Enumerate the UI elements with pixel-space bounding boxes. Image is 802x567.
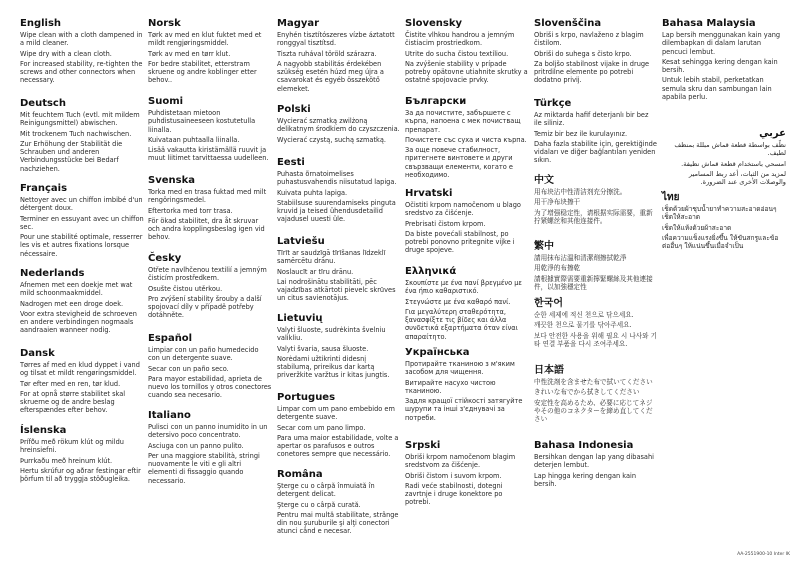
instruction-text: Očistiti krpom namočenom u blago sredstvo za čišćenje. xyxy=(405,201,521,218)
language-heading: English xyxy=(20,18,62,29)
instruction-text: За още повече стабилност, притегнете винтовете и други свързващи елементи, когато е необходимо. xyxy=(405,146,513,180)
instruction-text: Voor extra stevigheid de schroeven en andere verbindingen nogmaals aandraaien wanneer nodig. xyxy=(20,309,137,335)
language-section xyxy=(662,128,786,188)
instruction-text: For bedre stabilitet, etterstram skruene og andre koblinger etter behov.. xyxy=(148,59,257,85)
language-heading: Lietuvių xyxy=(277,313,323,324)
instruction-text: เพื่อความแข็งแรงยิ่งขึ้น ให้ขันสกรูและข้อต่ออื่นๆ ให้แน่นขึ้นเมื่อจำเป็น xyxy=(662,233,779,251)
instruction-text: 用布块沾中性清洁剂充分擦洗。 xyxy=(534,188,627,196)
instruction-text: Tørres af med en klud dyppet i vand og tilsat et mildt rengøringsmiddel. xyxy=(20,361,140,378)
instruction-text: Şterge cu o cârpă înmuiată în detergent delicat. xyxy=(277,482,375,499)
instruction-text: Enyhén tisztítószeres vízbe áztatott ronggyal tisztítsd. xyxy=(277,31,395,48)
instruction-text: Osušte čistou utěrkou. xyxy=(148,284,223,293)
instruction-text: Þrífðu með rökum klút og mildu hreinsiefni. xyxy=(20,438,124,455)
language-section xyxy=(20,98,144,175)
instruction-text: Čistite vlhkou handrou a jemným čistiacim prostriedkom. xyxy=(405,31,515,48)
instruction-text: Lisää vakautta kiristämällä ruuvit ja muut liitimet tarvittaessa uudelleen. xyxy=(148,146,269,163)
instruction-text: 中性洗剤を含ませた布で拭いてください xyxy=(534,378,653,386)
instruction-text: きれいな布でから拭きしてください xyxy=(534,388,640,397)
language-heading: Portugues xyxy=(277,392,336,403)
instruction-text: Stabiilsuse suurendamiseks pinguta kruvid ja teised ühendusdetailid vajadusel uuesti üle. xyxy=(277,198,396,224)
language-heading: Español xyxy=(148,333,193,344)
instruction-text: لمزيد من الثبات، أعد ربط المسامير والوصلات الأخرى عند الضرورة. xyxy=(688,169,786,187)
instruction-text: Afnemen met een doekje met wat mild schoonmaakmiddel. xyxy=(20,281,133,298)
language-heading: Slovenščina xyxy=(534,18,602,29)
instruction-text: Prebrisati čistom krpom. xyxy=(405,219,486,228)
language-section xyxy=(534,440,658,490)
instruction-text: Obriši do suhega s čisto krpo. xyxy=(534,49,632,58)
instruction-text: 순한 세제에 적신 천으로 닦으세요. xyxy=(534,311,634,319)
instruction-text: 請用抹布沾溫和清潔劑擦拭乾淨 xyxy=(534,254,627,262)
language-section xyxy=(20,348,144,417)
instruction-text: Eftertorka med torr trasa. xyxy=(148,206,233,215)
language-heading: Bahasa Indonesia xyxy=(534,440,634,451)
language-heading: 繁中 xyxy=(534,241,554,252)
language-heading: Česky xyxy=(148,253,182,264)
language-section xyxy=(534,241,658,293)
language-heading: Deutsch xyxy=(20,98,66,109)
language-section xyxy=(405,440,529,509)
instruction-text: Tør efter med en ren, tør klud. xyxy=(20,379,121,388)
language-heading: Suomi xyxy=(148,96,184,107)
instruction-text: Para uma maior estabilidade, volte a apertar os parafusos e outros conetores sempre que necessário. xyxy=(277,433,399,459)
language-section xyxy=(148,18,272,87)
instruction-text: Limpar com um pano embebido em detergente suave. xyxy=(277,405,395,422)
instruction-text: Za boljšo stabilnost vijake in druge pritrdilne elemente po potrebi dodatno privij. xyxy=(534,59,650,85)
language-section xyxy=(405,18,529,87)
instruction-text: Wipe dry with a clean cloth. xyxy=(20,49,112,58)
instruction-text: For increased stability, re-tighten the screws and other connectors when necessary. xyxy=(20,59,143,85)
document-code: AA-2551900-10 Inter IK xyxy=(737,552,790,557)
instruction-text: Asciuga con un panno pulito. xyxy=(148,441,244,450)
language-heading: Slovensky xyxy=(405,18,463,29)
language-heading: 日本語 xyxy=(534,365,564,376)
instruction-text: Per una maggiore stabilità, stringi nuovamente le viti e gli altri elementi di fissaggio quando necessario. xyxy=(148,451,260,485)
instruction-text: Почистете със суха и чиста кърпа. xyxy=(405,135,527,144)
instruction-text: Temiz bir bez ile kurulayınız. xyxy=(534,129,628,138)
language-section xyxy=(405,188,529,257)
instruction-text: Задля кращої стійкості затягуйте шурупи та інші з'єднувачі за потреби. xyxy=(405,397,523,422)
language-heading: عربي xyxy=(759,128,786,139)
instruction-text: A nagyobb stabilitás érdekében szükség esetén húzd meg újra a csavarokat és egyéb összekötő elemeket. xyxy=(277,59,384,93)
instruction-text: Wipe clean with a cloth dampened in a mild cleaner. xyxy=(20,31,143,48)
language-section xyxy=(662,18,786,103)
instruction-text: Витирайте насухо чистою тканиною. xyxy=(405,378,496,395)
instruction-text: Puhdistetaan mietoon puhdistusaineeseen kostutetulla liinalla. xyxy=(148,109,256,134)
language-heading: 한국어 xyxy=(534,298,563,309)
language-section xyxy=(662,192,786,252)
instruction-text: Da biste povećali stabilnost, po potrebi ponovno pritegnite vijke i druge spojeve. xyxy=(405,229,515,255)
instruction-text: Tīrīt ar saudzīgā tīrīšanas līdzeklī samērcētu drānu. xyxy=(277,249,386,266)
instruction-text: Torka med en trasa fuktad med milt rengöringsmedel. xyxy=(148,188,267,205)
instruction-text: Hertu skrúfur og aðrar festingar eftir þörfum til að tryggja stöðugleika. xyxy=(20,466,141,484)
instruction-text: För ökad stabilitet, dra åt skruvar och andra kopplingsbeslag igen vid behov. xyxy=(148,216,265,242)
instruction-text: امسحي باستخدام قطعة قماش نظيفة. xyxy=(681,159,786,168)
instruction-text: Az miktarda hafif deterjanlı bir bez ile siliniz. xyxy=(534,111,649,128)
instruction-text: Obriši s krpo, navlaženo z blagim čistilom. xyxy=(534,31,644,48)
language-heading: Ελληνικά xyxy=(405,266,457,277)
instruction-text: Nadrogen met een droge doek. xyxy=(20,299,124,308)
language-heading: Türkçe xyxy=(534,98,572,109)
instruction-text: 보다 안전한 사용을 위해 필요 시 나사와 기타 연결 부품을 다시 조여주세요. xyxy=(534,331,657,348)
language-heading: Bahasa Malaysia xyxy=(662,18,756,29)
language-section xyxy=(534,175,658,227)
language-section xyxy=(534,18,658,87)
language-heading: Latviešu xyxy=(277,236,325,247)
instruction-text: Utrite do sucha čistou textíliou. xyxy=(405,49,509,58)
instruction-text: Para mayor estabilidad, aprieta de nuevo los tornillos y otros conectores cuando sea necesario. xyxy=(148,374,272,400)
language-heading: Româna xyxy=(277,469,323,480)
instruction-text: Lap hingga kering dengan kain bersih. xyxy=(534,471,637,488)
instruction-text: Στεγνώστε με ένα καθαρό πανί. xyxy=(405,297,511,306)
language-section xyxy=(277,104,401,146)
language-heading: 中文 xyxy=(534,175,554,186)
instruction-text: For at opnå større stabilitet skal skruerne og de andre beslag efterspændes efter behov. xyxy=(20,389,126,415)
instruction-text: Pour une stabilité optimale, resserrer les vis et autres fixations lorsque nécessaire. xyxy=(20,233,143,258)
instruction-text: Wycierać szmatką zwilżoną delikatnym środkiem do czyszczenia. xyxy=(277,117,400,134)
language-section xyxy=(277,469,401,538)
language-heading: Svenska xyxy=(148,175,195,186)
language-heading: Українська xyxy=(405,347,470,358)
instruction-text: 用干净布块擦干 xyxy=(534,198,581,207)
instruction-text: Terminer en essuyant avec un chiffon sec. xyxy=(20,214,144,231)
instruction-text: Tørk av med en klut fuktet med et mildt rengjøringsmiddel. xyxy=(148,31,262,48)
instruction-text: Limpiar con un paño humedecido con un detergente suave. xyxy=(148,346,259,363)
instruction-text: Norėdami užtikrinti didesnį stabilumą, prireikus dar kartą priveržkite varžtus ir kitas jungtis. xyxy=(277,354,390,380)
language-section xyxy=(277,313,401,382)
language-heading: Eesti xyxy=(277,157,305,168)
language-heading: Norsk xyxy=(148,18,181,29)
instruction-text: Otřete navlhčenou textilií a jemným čisticím prostředkem. xyxy=(148,266,267,283)
language-heading: Magyar xyxy=(277,18,320,29)
language-section xyxy=(20,425,144,485)
instruction-text: Bersihkan dengan lap yang dibasahi deterjen lembut. xyxy=(534,453,654,470)
instruction-text: Mit trockenem Tuch nachwischen. xyxy=(20,129,132,138)
instruction-text: Puhasta õrnatoimelises puhastusvahendis niisutatud lapiga. xyxy=(277,170,397,187)
language-heading: Hrvatski xyxy=(405,188,453,199)
language-heading: Polski xyxy=(277,104,311,115)
instruction-text: Wycierać czystą, suchą szmatką. xyxy=(277,135,386,144)
instruction-text: 为了增强稳定性，请根据实际需要，重新拧紧螺丝和其他连接件。 xyxy=(534,208,653,225)
instruction-text: Valyti šluoste, sudrėkinta švelniu valikliu. xyxy=(277,326,386,343)
instruction-text: Þurrkaðu með hreinum klút. xyxy=(20,456,113,465)
instruction-text: Secar com um pano limpo. xyxy=(277,423,366,432)
instruction-text: Secar con un paño seco. xyxy=(148,364,229,373)
language-section xyxy=(20,268,144,337)
language-heading: ไทย xyxy=(662,192,680,203)
instruction-text: Pro zvýšení stability šrouby a další spojovací díly v případě potřeby dotáhněte. xyxy=(148,294,262,320)
instruction-text: Lap bersih menggunakan kain yang dilembapkan di dalam larutan pencuci lembut. xyxy=(662,31,781,56)
language-section xyxy=(277,392,401,461)
instruction-text: 用乾淨的布擦乾 xyxy=(534,264,581,273)
language-section xyxy=(148,253,272,322)
language-section xyxy=(534,365,658,425)
instruction-text: 請根據實際需要重新擰緊螺絲及其他連接件，以加強穩定性 xyxy=(534,274,653,291)
language-section xyxy=(20,18,144,87)
instruction-text: 깨끗한 천으로 물기를 닦아주세요. xyxy=(534,321,632,330)
language-section xyxy=(534,98,658,167)
instruction-text: Valyti švaria, sausa šluoste. xyxy=(277,344,369,353)
instruction-text: Şterge cu o cârpă curată. xyxy=(277,500,361,509)
language-section xyxy=(534,298,658,350)
language-heading: Íslenska xyxy=(20,425,67,436)
language-section xyxy=(148,333,272,402)
instruction-text: Σκουπίστε με ένα πανί βρεγμένο με ένα ήπιο καθαριστικό. xyxy=(405,279,522,296)
instruction-text: نظّف بواسطة قطعة قماش مبللة بمنظف لطيف. xyxy=(674,141,786,158)
instruction-text: Na zvýšenie stability v prípade potreby opätovne utiahnite skrutky a ostatné spojovacie prvky. xyxy=(405,59,528,85)
instruction-text: Noslaucīt ar tīru drānu. xyxy=(277,267,354,276)
language-section xyxy=(405,266,529,343)
language-section xyxy=(148,175,272,244)
instruction-text: Kuivataan puhtaalla liinalla. xyxy=(148,135,240,144)
instruction-text: Pulisci con un panno inumidito in un detersivo poco concentrato. xyxy=(148,423,268,440)
instruction-text: Tørk av med en tørr klut. xyxy=(148,49,231,58)
instruction-text: Obriši čistom i suvom krpom. xyxy=(405,471,502,480)
instruction-text: Nettoyer avec un chiffon imbibé d'un détergent doux. xyxy=(20,196,143,213)
instruction-text: Mit feuchtem Tuch (evtl. mit mildem Reinigungsmittel) abwischen. xyxy=(20,111,140,128)
instruction-text: Kuivata puhta lapiga. xyxy=(277,188,348,197)
instruction-text: Lai nodrošinātu stabilitāti, pēc vajadzības atkārtoti pievelc skrūves un citus savienotājus. xyxy=(277,277,396,303)
language-heading: Srpski xyxy=(405,440,441,451)
language-section xyxy=(148,410,272,487)
instruction-text: Kesat sehingga kering dengan kain bersih. xyxy=(662,57,778,75)
instruction-text: 安定性を高めるため、必要に応じてネジやその他のコネクターを締め直してください xyxy=(534,398,653,424)
language-section xyxy=(405,96,529,181)
instruction-text: Pentru mai multă stabilitate, strânge din nou şuruburile şi alţi conectori atunci când e necesar. xyxy=(277,510,399,536)
language-heading: Français xyxy=(20,183,68,194)
instruction-text: Untuk lebih stabil, perketatkan semula skru dan sambungan lain apabila perlu. xyxy=(662,76,772,102)
instruction-text: Για μεγαλύτερη σταθερότητα, ξανασφίξτε τις βίδες και άλλα συνδετικά εξαρτήματα όταν είναι απαραίτητο. xyxy=(405,307,518,341)
language-section xyxy=(20,183,144,260)
instruction-text: Zur Erhöhung der Stabilität die Schrauben und anderen Verbindungsstücke bei Bedarf nachziehen. xyxy=(20,139,123,173)
language-section xyxy=(148,96,272,165)
instruction-text: Radi veće stabilnosti, dotegni zavrtnje i druge konektore po potrebi. xyxy=(405,481,503,507)
instruction-text: Obriši krpom namočenom blagim sredstvom za čišćenje. xyxy=(405,453,516,470)
language-heading: Български xyxy=(405,96,467,107)
language-heading: Italiano xyxy=(148,410,191,421)
instruction-text: Протирайте тканиною з м'яким засобом для чищення. xyxy=(405,360,515,377)
instruction-text: เช็ดด้วยผ้าชุบน้ำยาทำความสะอาดอ่อนๆ เช็ดให้สะอาด xyxy=(662,205,777,222)
language-section xyxy=(405,347,529,424)
instruction-text: เช็ดให้แห้งด้วยผ้าสะอาด xyxy=(662,223,732,232)
language-section xyxy=(277,157,401,226)
instruction-text: Daha fazla stabilite için, gerektiğinde vidaları ve diğer bağlantıları yeniden sıkın. xyxy=(534,139,657,165)
instruction-text: Tiszta ruhával töröld szárazra. xyxy=(277,49,377,58)
instruction-text: За да почистите, забършете с кърпа, напоена с мек почистващ препарат. xyxy=(405,109,521,134)
language-heading: Dansk xyxy=(20,348,55,359)
language-section xyxy=(277,18,401,95)
language-section xyxy=(277,236,401,305)
language-heading: Nederlands xyxy=(20,268,85,279)
